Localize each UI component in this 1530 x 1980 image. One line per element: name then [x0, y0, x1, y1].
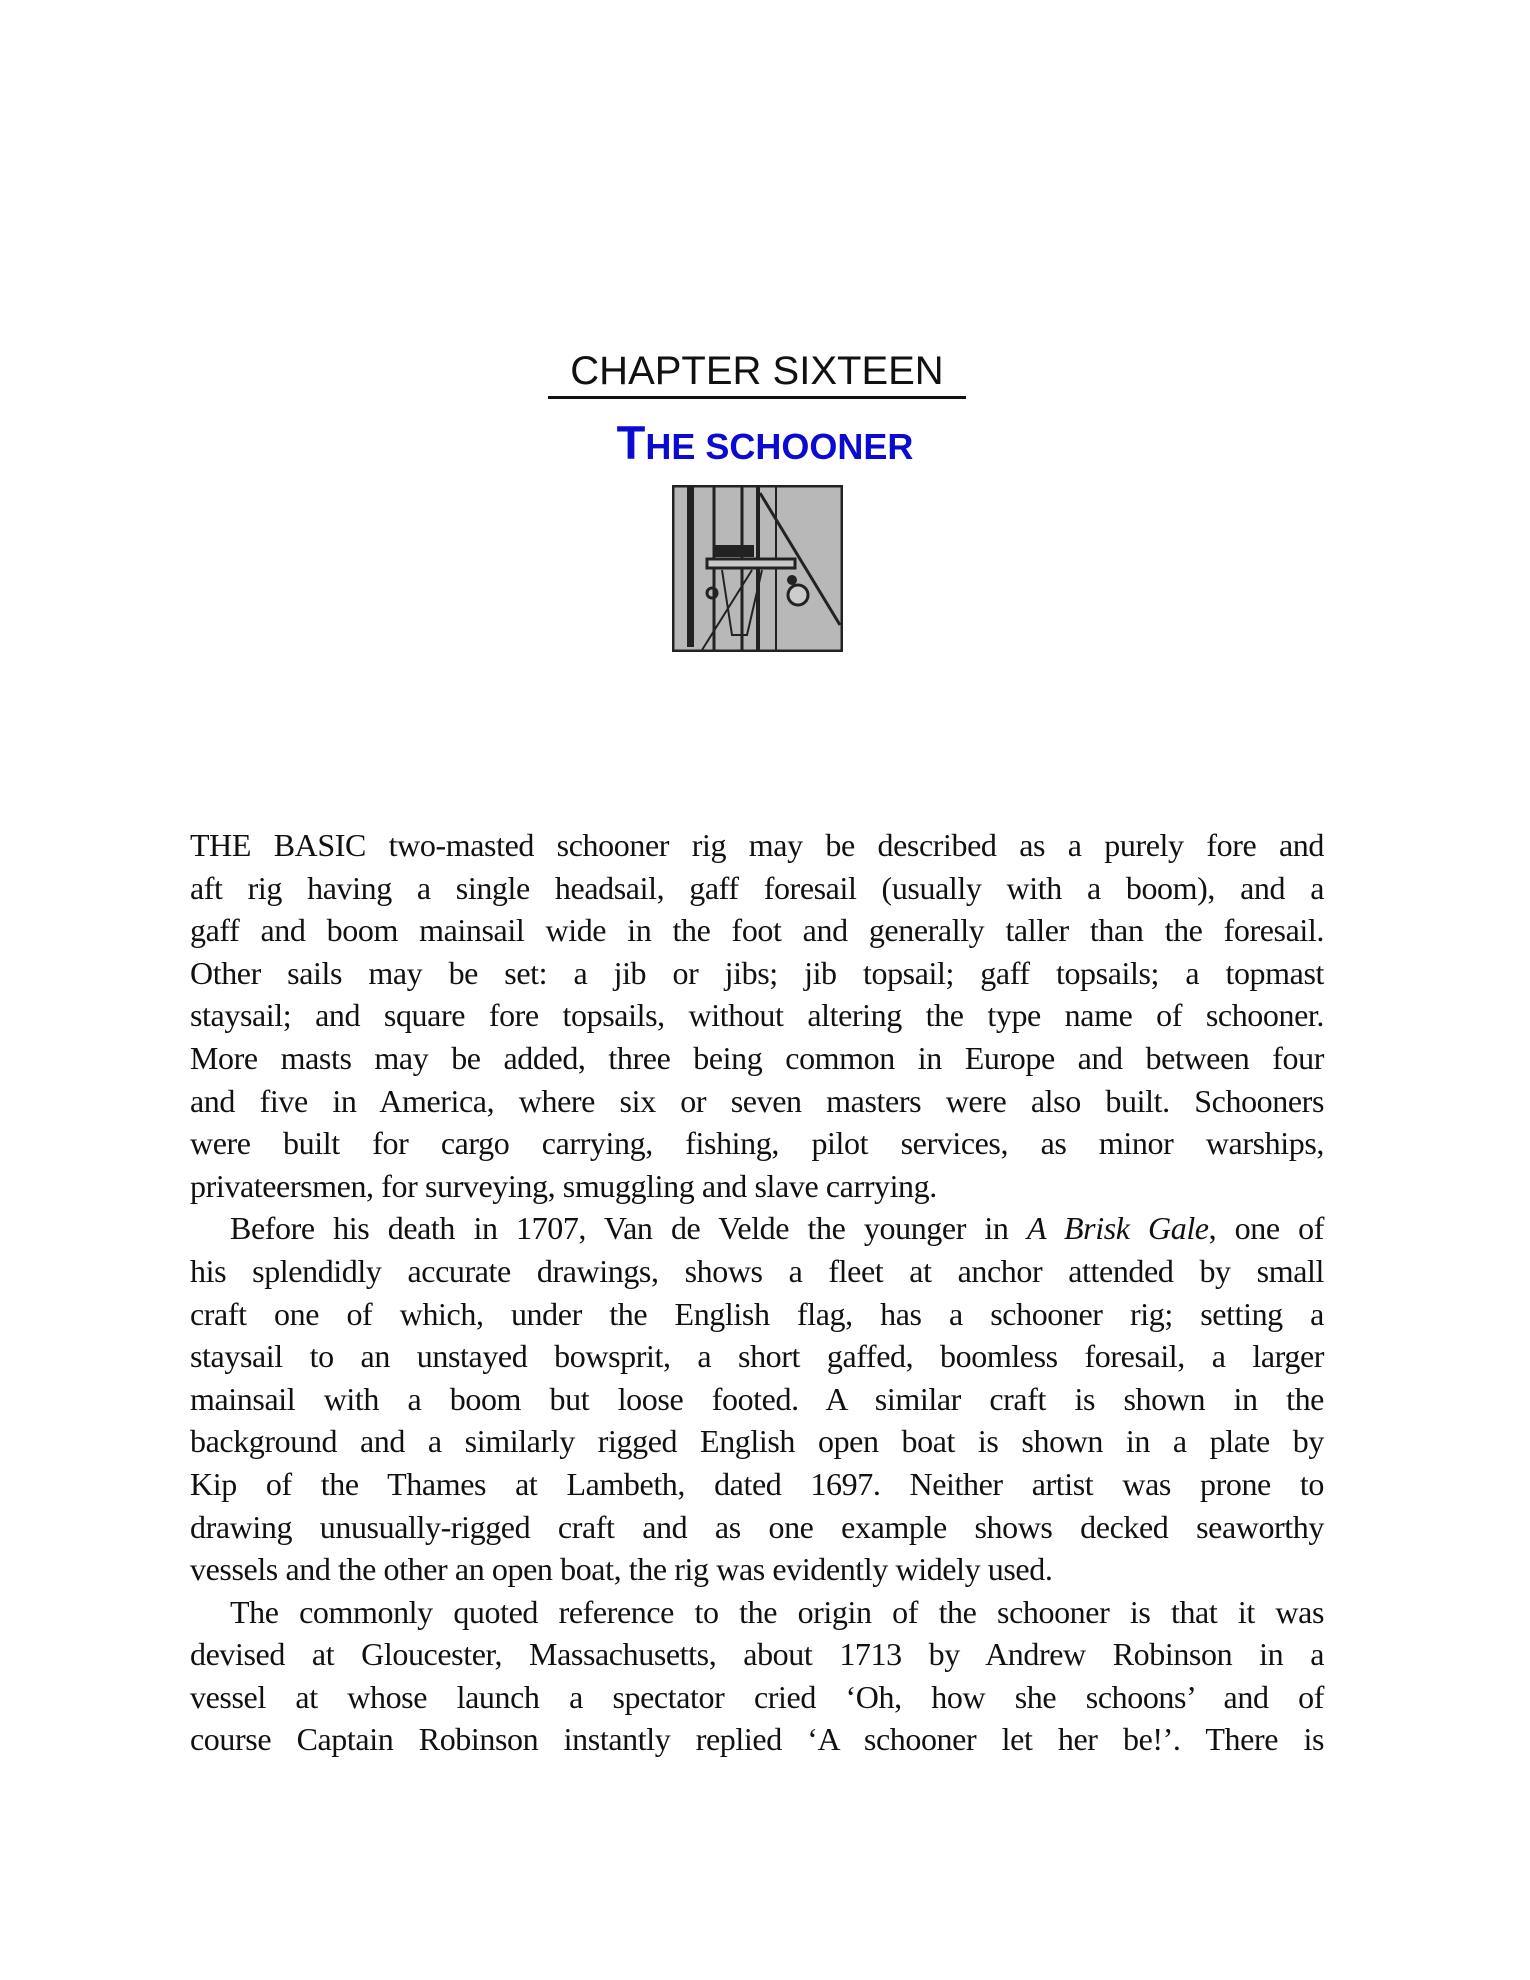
text-segment: and five in America, where six or seven masters were also built. Schooners: [190, 1082, 1324, 1119]
text-segment: staysail; and square fore topsails, without altering the type name of schooner.: [190, 997, 1324, 1034]
text-segment: background and a similarly rigged English open boat is shown in a plate by: [190, 1423, 1324, 1460]
text-segment: aft rig having a single headsail, gaff foresail (usually with a boom), and a: [190, 869, 1324, 906]
chapter-title: [0, 418, 1530, 472]
text-line: [190, 1122, 1324, 1165]
text-line: [190, 952, 1324, 995]
title-word: SCHOONER: [705, 426, 914, 467]
text-line: [190, 1506, 1324, 1549]
text-segment: craft one of which, under the English flag, has a schooner rig; setting a: [190, 1295, 1324, 1332]
text-line: [190, 994, 1324, 1037]
text-line: [190, 1591, 1324, 1634]
text-segment: his splendidly accurate drawings, shows a fleet at anchor attended by small: [190, 1252, 1324, 1289]
text-segment: vessels and the other an open boat, the rig was evidently widely used.: [190, 1551, 1053, 1588]
text-line: [190, 1378, 1324, 1421]
text-segment: course Captain Robinson instantly replied ‘A schooner let her be!’. There is: [190, 1721, 1324, 1758]
text-segment: devised at Gloucester, Massachusetts, about 1713 by Andrew Robinson in a: [190, 1636, 1324, 1673]
text-line: [190, 1420, 1324, 1463]
text-segment: mainsail with a boom but loose footed. A similar craft is shown in the: [190, 1380, 1324, 1417]
text-line: [190, 1548, 1324, 1591]
text-segment: More masts may be added, three being common in Europe and between four: [190, 1039, 1324, 1076]
body-text: [190, 824, 1324, 1761]
text-segment: were built for cargo carrying, fishing, pilot services, as minor warships,: [190, 1125, 1324, 1162]
chapter-label: CHAPTER SIXTEEN: [548, 348, 966, 399]
title-initial: T: [616, 416, 646, 469]
text-line: [190, 1633, 1324, 1676]
text-segment: staysail to an unstayed bowsprit, a short gaffed, boomless foresail, a larger: [190, 1338, 1324, 1375]
text-line: [190, 867, 1324, 910]
text-segment: , one of: [1208, 1210, 1324, 1247]
text-segment: drawing unusually-rigged craft and as one example shows decked seaworthy: [190, 1508, 1324, 1545]
text-line: [190, 1080, 1324, 1123]
text-segment: Other sails may be set: a jib or jibs; jib topsail; gaff topsails; a topmast: [190, 954, 1324, 991]
text-line: [190, 1718, 1324, 1761]
text-line: [190, 1335, 1324, 1378]
schooner-rigging-illustration-icon: [672, 485, 843, 652]
text-line: [190, 1037, 1324, 1080]
text-line: [190, 1463, 1324, 1506]
text-line: [190, 1676, 1324, 1719]
title-rest: HE: [645, 426, 696, 467]
text-segment: gaff and boom mainsail wide in the foot and generally taller than the foresail.: [190, 912, 1324, 949]
text-line: [190, 909, 1324, 952]
text-segment: The commonly quoted reference to the origin of the schooner is that it was: [230, 1593, 1324, 1630]
text-segment: Before his death in 1707, Van de Velde the younger in: [230, 1210, 1027, 1247]
italic-title: A Brisk Gale: [1026, 1210, 1209, 1247]
text-line: [190, 1207, 1324, 1250]
text-segment: Kip of the Thames at Lambeth, dated 1697. Neither artist was prone to: [190, 1465, 1324, 1502]
text-segment: privateersmen, for surveying, smuggling and slave carrying.: [190, 1167, 937, 1204]
text-line: [190, 1250, 1324, 1293]
text-segment: vessel at whose launch a spectator cried ‘Oh, how she schoons’ and of: [190, 1678, 1324, 1715]
text-segment: THE BASIC two-masted schooner rig may be described as a purely fore and: [190, 827, 1324, 863]
text-line: [190, 824, 1324, 867]
text-line: [190, 1293, 1324, 1336]
text-line: [190, 1165, 1324, 1208]
